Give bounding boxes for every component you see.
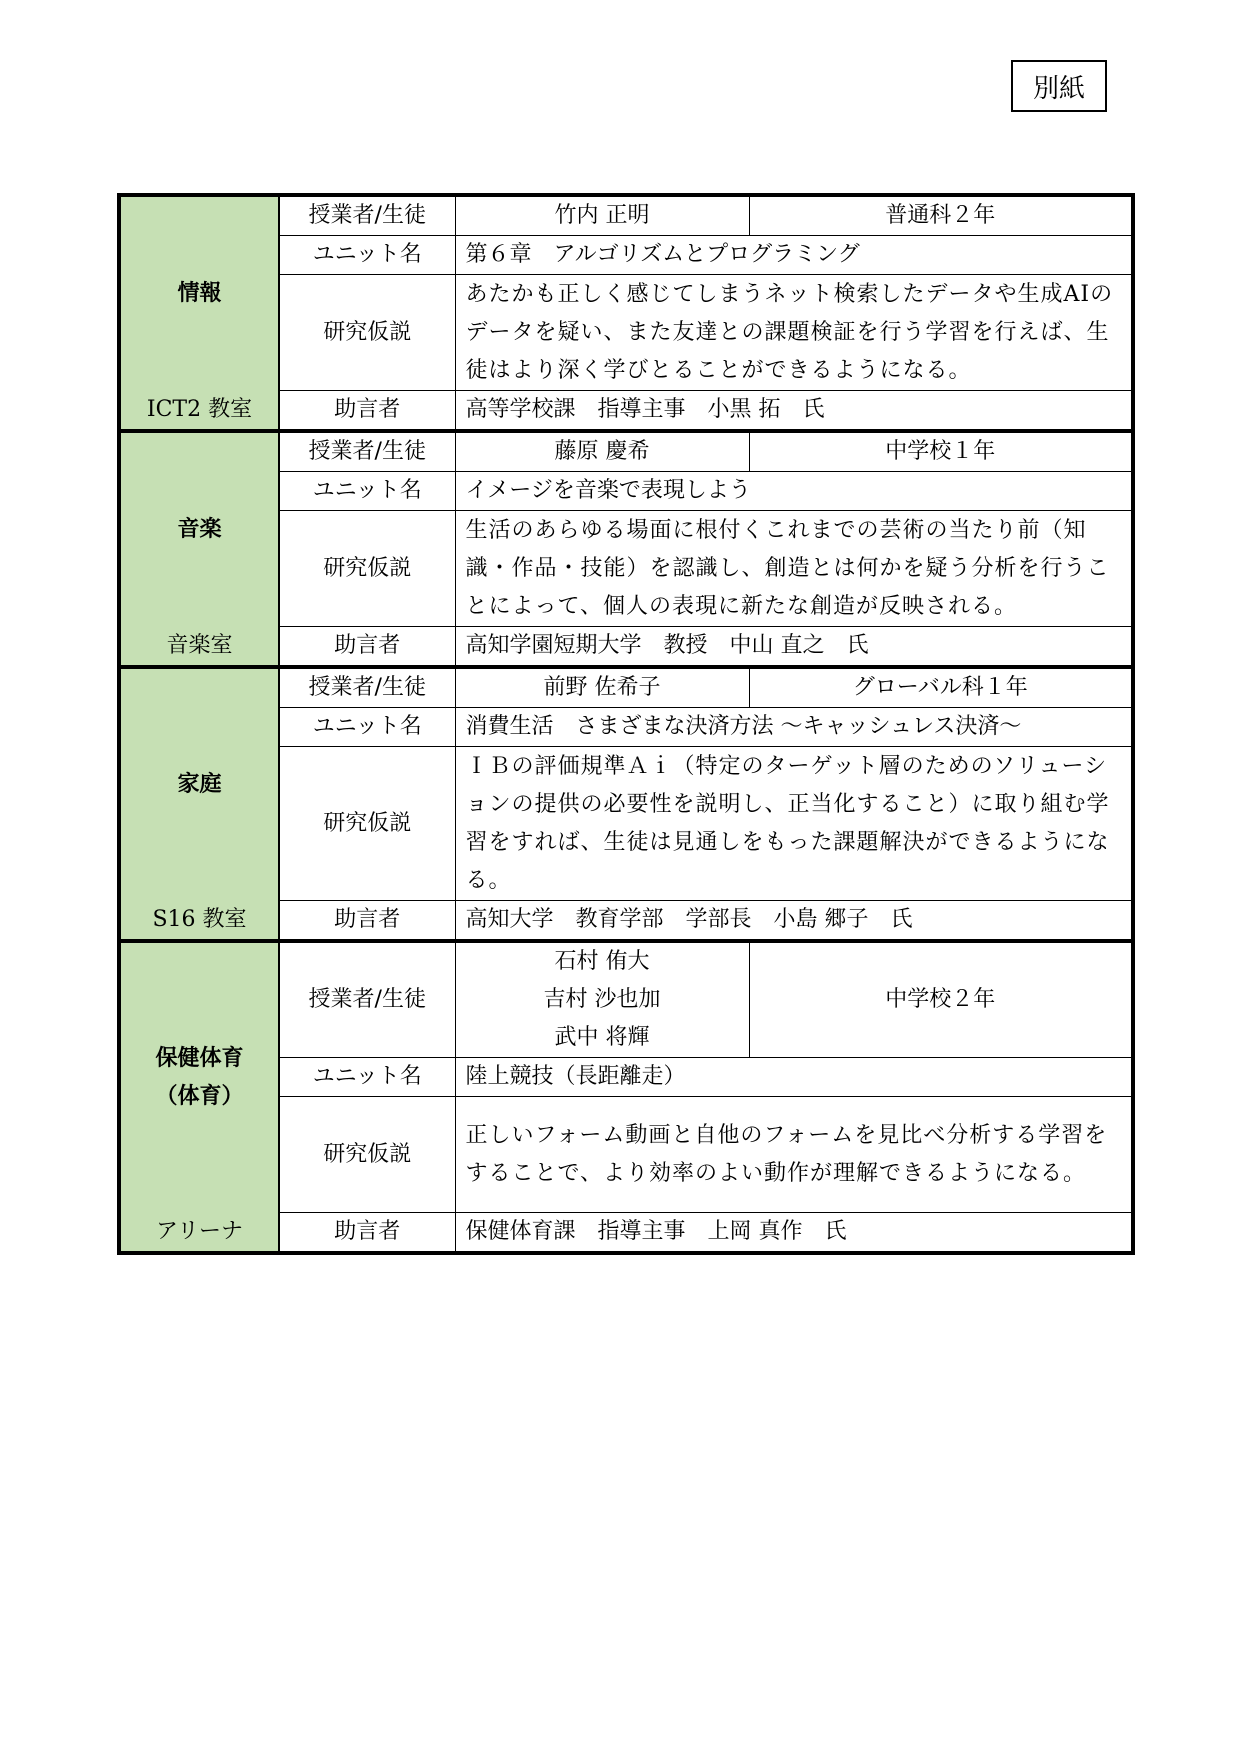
hypothesis-text: 生活のあらゆる場面に根付くこれまでの芸術の当たり前（知識・作品・技能）を認識し、創造とは何かを疑う分析を行うことによって、個人の表現に新たな創造が反映される。	[455, 511, 1133, 627]
room-cell: アリーナ	[119, 1213, 279, 1254]
lesson-table	[117, 193, 1135, 1255]
subject-cell: 音楽	[119, 431, 279, 627]
table-row	[119, 431, 1133, 472]
advisor-label: 助言者	[279, 391, 455, 432]
unit-label: ユニット名	[279, 472, 455, 511]
hypothesis-text: ＩＢの評価規準Ａｉ（特定のターゲット層のためのソリューションの提供の必要性を説明し、正当化すること）に取り組む学習をすれば、生徒は見通しをもった課題解決ができるようになる。	[455, 747, 1133, 901]
table-row	[119, 941, 1133, 1058]
advisor-label: 助言者	[279, 627, 455, 668]
hypothesis-label: 研究仮説	[279, 275, 455, 391]
annex-label: 別紙	[1011, 60, 1107, 112]
advisor-name: 高知大学 教育学部 学部長 小島 郷子 氏	[455, 901, 1133, 942]
unit-name: 第６章 アルゴリズムとプログラミング	[455, 236, 1133, 275]
advisor-name: 高等学校課 指導主事 小黒 拓 氏	[455, 391, 1133, 432]
hypothesis-label: 研究仮説	[279, 747, 455, 901]
unit-name: 消費生活 さまざまな決済方法 ～キャッシュレス決済～	[455, 708, 1133, 747]
teacher-name: 前野 佐希子	[455, 667, 749, 708]
teacher-label: 授業者/生徒	[279, 195, 455, 236]
hypothesis-label: 研究仮説	[279, 511, 455, 627]
subject-cell: 家庭	[119, 667, 279, 901]
teacher-name: 吉村 沙也加	[543, 987, 661, 1012]
teacher-name: 藤原 慶希	[455, 431, 749, 472]
teacher-name: 竹内 正明	[455, 195, 749, 236]
teacher-label: 授業者/生徒	[279, 941, 455, 1058]
unit-name: イメージを音楽で表現しよう	[455, 472, 1133, 511]
unit-name: 陸上競技（長距離走）	[455, 1058, 1133, 1097]
advisor-label: 助言者	[279, 901, 455, 942]
unit-label: ユニット名	[279, 236, 455, 275]
teacher-label: 授業者/生徒	[279, 431, 455, 472]
advisor-name: 高知学園短期大学 教授 中山 直之 氏	[455, 627, 1133, 668]
room-cell: ICT2 教室	[119, 391, 279, 432]
subject-cell: 情報	[119, 195, 279, 391]
teacher-name: 石村 侑大	[554, 949, 650, 974]
table-row	[119, 1213, 1133, 1254]
advisor-name: 保健体育課 指導主事 上岡 真作 氏	[455, 1213, 1133, 1254]
hypothesis-label: 研究仮説	[279, 1097, 455, 1213]
table-row	[119, 195, 1133, 236]
grade: 中学校１年	[749, 431, 1133, 472]
table-row	[119, 391, 1133, 432]
teacher-name: 武中 将輝	[554, 1025, 650, 1050]
hypothesis-text: 正しいフォーム動画と自他のフォームを見比べ分析する学習をすることで、より効率のよい動作が理解できるようになる。	[455, 1097, 1133, 1213]
subject-line-2: （体育）	[155, 1083, 244, 1109]
teacher-names	[455, 941, 749, 1058]
subject-line-1: 保健体育	[155, 1045, 244, 1071]
table-row	[119, 667, 1133, 708]
table-row	[119, 627, 1133, 668]
room-cell: S16 教室	[119, 901, 279, 942]
room-cell: 音楽室	[119, 627, 279, 668]
subject-cell	[119, 941, 279, 1213]
grade: グローバル科１年	[749, 667, 1133, 708]
teacher-label: 授業者/生徒	[279, 667, 455, 708]
grade: 中学校２年	[749, 941, 1133, 1058]
unit-label: ユニット名	[279, 1058, 455, 1097]
unit-label: ユニット名	[279, 708, 455, 747]
hypothesis-text: あたかも正しく感じてしまうネット検索したデータや生成AIのデータを疑い、また友達との課題検証を行う学習を行えば、生徒はより深く学びとることができるようになる。	[455, 275, 1133, 391]
table-row	[119, 901, 1133, 942]
grade: 普通科２年	[749, 195, 1133, 236]
advisor-label: 助言者	[279, 1213, 455, 1254]
